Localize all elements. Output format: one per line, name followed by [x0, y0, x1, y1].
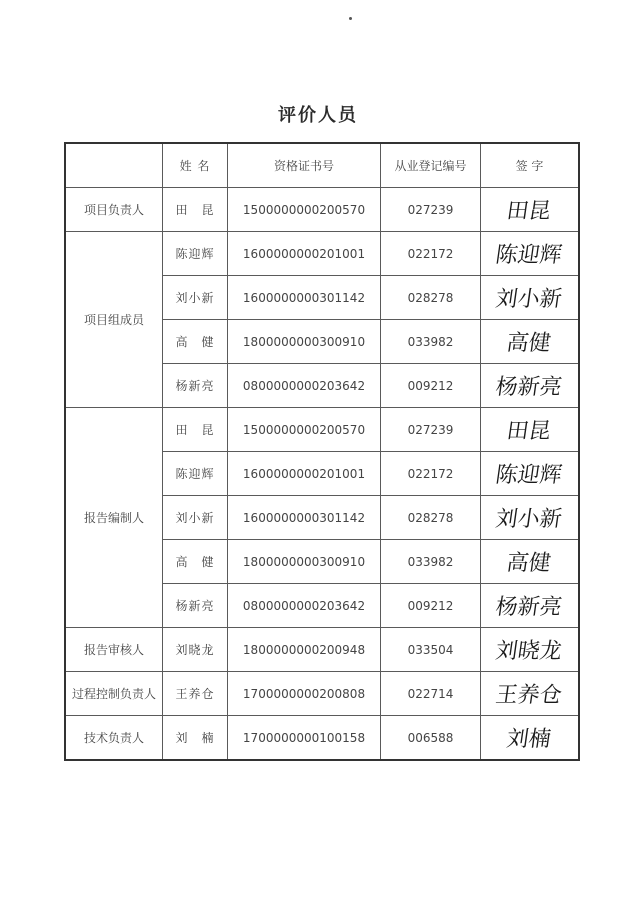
- cert-cell: 1700000000100158: [228, 716, 381, 761]
- cert-cell: 1700000000200808: [228, 672, 381, 716]
- cert-cell: 1600000000201001: [228, 452, 381, 496]
- name-cell: 刘晓龙: [163, 628, 228, 672]
- reg-cell: 022172: [381, 452, 481, 496]
- reg-cell: 009212: [381, 364, 481, 408]
- reg-cell: 009212: [381, 584, 481, 628]
- role-cell: 技术负责人: [65, 716, 163, 761]
- cert-cell: 1500000000200570: [228, 408, 381, 452]
- header-reg: 从业登记编号: [381, 143, 481, 188]
- reg-cell: 022172: [381, 232, 481, 276]
- handwritten-signature: 杨新亮: [494, 375, 564, 400]
- table-row: [65, 232, 579, 276]
- name-cell: 刘小新: [163, 496, 228, 540]
- signature-cell: [481, 276, 580, 320]
- handwritten-signature: 刘晓龙: [494, 639, 564, 664]
- reg-cell: 027239: [381, 408, 481, 452]
- reg-cell: 027239: [381, 188, 481, 232]
- cert-cell: 1800000000300910: [228, 320, 381, 364]
- handwritten-signature: 刘楠: [505, 727, 553, 752]
- handwritten-signature: 田昆: [505, 419, 553, 444]
- signature-cell: [481, 584, 580, 628]
- page-title: 评价人员: [278, 105, 358, 126]
- reg-cell: 028278: [381, 496, 481, 540]
- role-cell: 报告编制人: [65, 408, 163, 628]
- header-sign: 签 字: [481, 143, 580, 188]
- reg-cell: 028278: [381, 276, 481, 320]
- name-cell: 田 昆: [163, 408, 228, 452]
- header-cert: 资格证书号: [228, 143, 381, 188]
- name-cell: 田 昆: [163, 188, 228, 232]
- cert-cell: 1600000000201001: [228, 232, 381, 276]
- role-cell: 过程控制负责人: [65, 672, 163, 716]
- reg-cell: 006588: [381, 716, 481, 761]
- cert-cell: 1800000000200948: [228, 628, 381, 672]
- evaluators-table: [64, 142, 580, 761]
- name-cell: 高 健: [163, 540, 228, 584]
- table-row: [65, 188, 579, 232]
- cert-cell: 1500000000200570: [228, 188, 381, 232]
- header-name: 姓 名: [163, 143, 228, 188]
- name-cell: 陈迎辉: [163, 232, 228, 276]
- reg-cell: 033504: [381, 628, 481, 672]
- signature-cell: [481, 452, 580, 496]
- handwritten-signature: 王养仓: [494, 683, 564, 708]
- name-cell: 陈迎辉: [163, 452, 228, 496]
- signature-cell: [481, 188, 580, 232]
- handwritten-signature: 田昆: [505, 199, 553, 224]
- name-cell: 刘小新: [163, 276, 228, 320]
- table-body: [65, 188, 579, 761]
- role-cell: 项目负责人: [65, 188, 163, 232]
- handwritten-signature: 高健: [505, 331, 553, 356]
- signature-cell: [481, 672, 580, 716]
- table-row: [65, 408, 579, 452]
- name-cell: 杨新亮: [163, 584, 228, 628]
- handwritten-signature: 刘小新: [494, 287, 564, 312]
- signature-cell: [481, 628, 580, 672]
- cert-cell: 0800000000203642: [228, 364, 381, 408]
- handwritten-signature: 陈迎辉: [494, 463, 564, 488]
- reg-cell: 022714: [381, 672, 481, 716]
- header-row: [65, 143, 579, 188]
- cert-cell: 0800000000203642: [228, 584, 381, 628]
- cert-cell: 1800000000300910: [228, 540, 381, 584]
- handwritten-signature: 刘小新: [494, 507, 564, 532]
- table-row: [65, 716, 579, 761]
- signature-cell: [481, 232, 580, 276]
- signature-cell: [481, 540, 580, 584]
- handwritten-signature: 杨新亮: [494, 595, 564, 620]
- signature-cell: [481, 716, 580, 761]
- signature-cell: [481, 364, 580, 408]
- name-cell: 高 健: [163, 320, 228, 364]
- signature-cell: [481, 496, 580, 540]
- cert-cell: 1600000000301142: [228, 496, 381, 540]
- handwritten-signature: 陈迎辉: [494, 243, 564, 268]
- role-cell: 报告审核人: [65, 628, 163, 672]
- header-role: [65, 143, 163, 188]
- reg-cell: 033982: [381, 540, 481, 584]
- scan-dot: [349, 17, 352, 20]
- name-cell: 杨新亮: [163, 364, 228, 408]
- name-cell: 王养仓: [163, 672, 228, 716]
- role-cell: 项目组成员: [65, 232, 163, 408]
- signature-cell: [481, 320, 580, 364]
- table-row: [65, 628, 579, 672]
- name-cell: 刘 楠: [163, 716, 228, 761]
- cert-cell: 1600000000301142: [228, 276, 381, 320]
- reg-cell: 033982: [381, 320, 481, 364]
- table-row: [65, 672, 579, 716]
- signature-cell: [481, 408, 580, 452]
- handwritten-signature: 高健: [505, 551, 553, 576]
